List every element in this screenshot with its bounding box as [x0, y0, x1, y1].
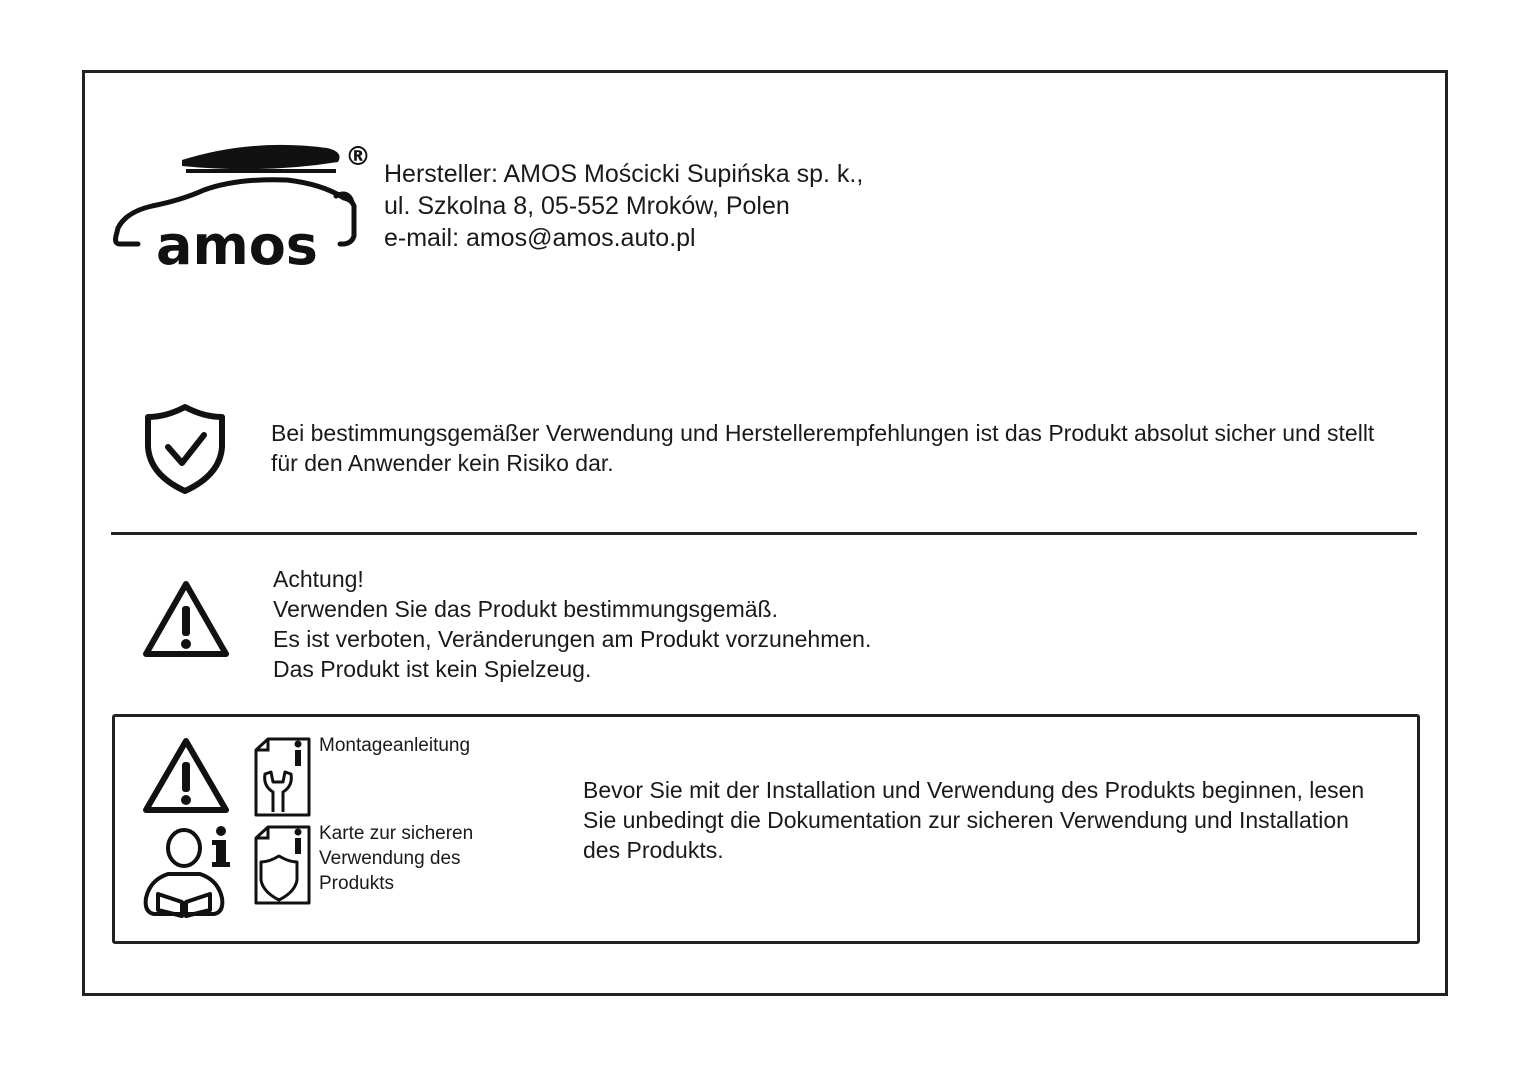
- warning-line: Das Produkt ist kein Spielzeug.: [273, 656, 592, 682]
- manufacturer-line-name: Hersteller: AMOS Mościcki Supińska sp. k.,: [384, 160, 864, 188]
- manufacturer-line-address: ul. Szkolna 8, 05-552 Mroków, Polen: [384, 192, 790, 220]
- warning-line: Verwenden Sie das Produkt bestimmungsgemäß.: [273, 596, 778, 622]
- warning-heading: Achtung!: [273, 566, 364, 592]
- safety-card-label: Karte zur sicheren Verwendung des Produkts: [319, 823, 474, 894]
- safety-statement: Bei bestimmungsgemäßer Verwendung und Herstellerempfehlungen ist das Produkt absolut sicher und stellt für den Anwender kein Risiko dar.: [271, 420, 1375, 476]
- section-divider: [111, 532, 1417, 535]
- logo-wordmark: amos: [156, 214, 318, 272]
- manufacturer-info: [384, 158, 863, 254]
- warning-triangle-icon: [141, 736, 231, 816]
- warning-triangle-icon: [141, 578, 231, 660]
- amos-logo: [112, 140, 374, 272]
- shield-check-icon: [142, 403, 228, 495]
- manufacturer-line-email: e-mail: amos@amos.auto.pl: [384, 224, 696, 252]
- document-shield-icon: [253, 824, 313, 906]
- registered-mark: ®: [345, 142, 371, 172]
- warning-text: [273, 564, 871, 684]
- read-manual-icon: [138, 824, 236, 922]
- installation-instruction: Bevor Sie mit der Installation und Verwendung des Produkts beginnen, lesen Sie unbedingt die Dokumentation zur sicheren Verwendung und Installation des Produkts.: [583, 777, 1365, 863]
- assembly-manual-label: Montageanleitung: [319, 735, 471, 756]
- warning-line: Es ist verboten, Veränderungen am Produkt vorzunehmen.: [273, 626, 872, 652]
- document-wrench-icon: [253, 736, 313, 818]
